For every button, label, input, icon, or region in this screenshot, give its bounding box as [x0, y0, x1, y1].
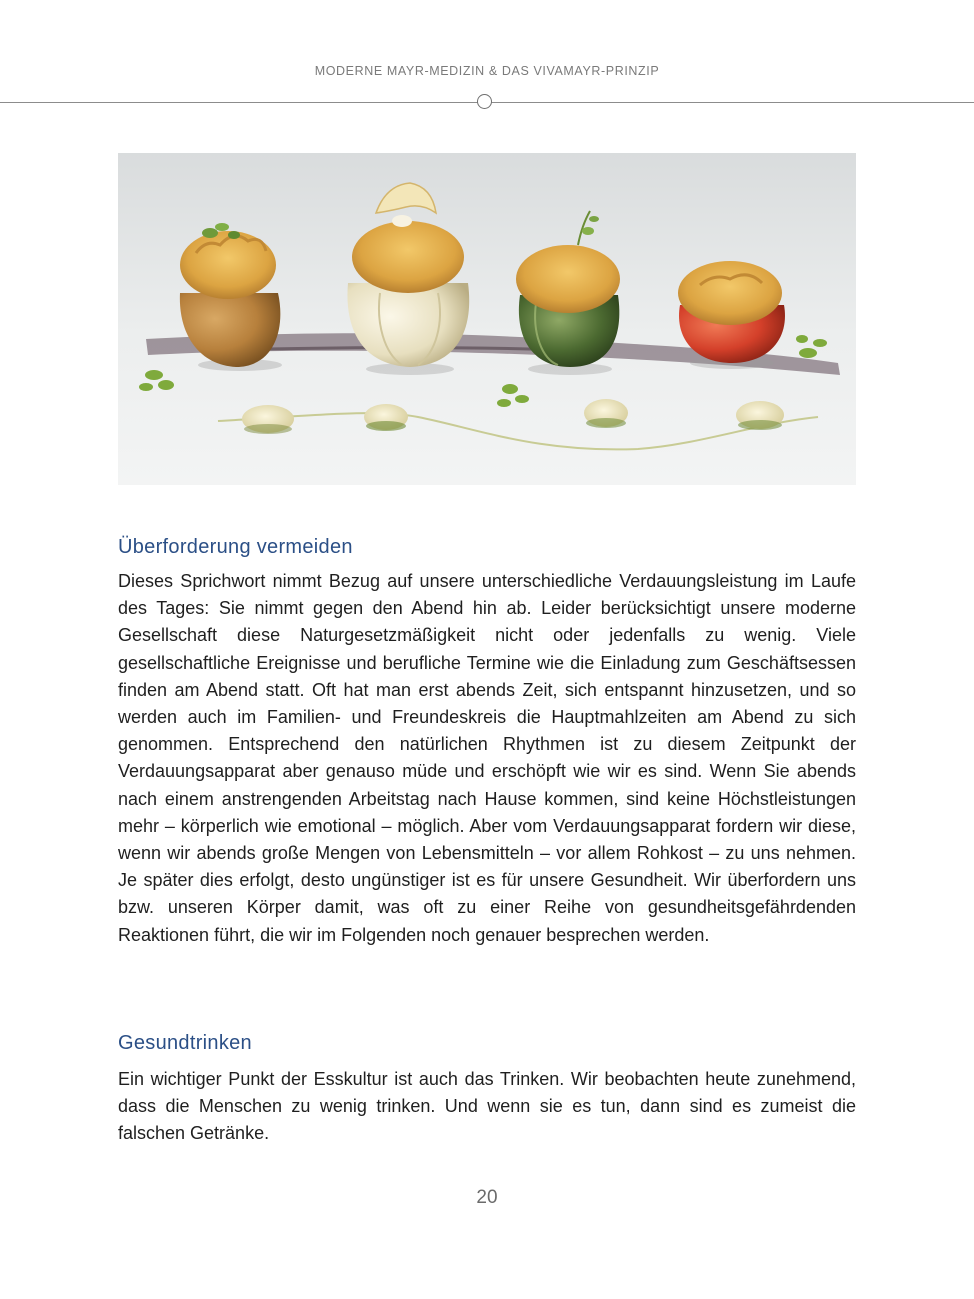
page-number: 20 — [476, 1187, 498, 1208]
food-photo — [118, 153, 856, 485]
section-heading-ueberforderung: Überforderung vermeiden — [118, 536, 353, 558]
running-header: MODERNE MAYR-MEDIZIN & DAS VIVAMAYR-PRINZIP — [314, 64, 660, 78]
section-paragraph-ueberforderung: Dieses Sprichwort nimmt Bezug auf unsere unterschiedliche Verdauungsleistung im Laufe des Tages: Sie nimmt gegen den Abend hin ab. Leider berücksichtigt unsere moderne Gesellschaft diese Naturgesetzmäßigkeit nicht oder jedenfalls zu wenig. Viele gesellschaftliche Ereignisse und berufliche Termine wie die Einladung zum Geschäftsessen finden am Abend statt. Oft hat man erst abends Zeit, sich entspannt hinzusetzen, und so werden auch im Familien- und Freundeskreis die Hauptmahlzeiten am Abend zu sich genommen. Entsprechend den natürlichen Rhythmen ist zu diesem Zeitpunkt der Verdauungsapparat aber genauso müde und erschöpft wie wir es sind. Wenn Sie abends nach einem anstrengenden Arbeitstag nach Hause kommen, sind keine Höchstleistungen mehr – körperlich wie emotional – möglich. Aber vom Verdauungsapparat fordern wir diese, wenn wir abends große Mengen von Lebensmitteln – vor allem Rohkost – zu uns nehmen. Je später dies erfolgt, desto ungünstiger ist es für unsere Gesundheit. Wir überfordern uns bzw. unseren Körper damit, was oft zu einer Reihe von gesundheitsgefährdenden Reaktionen führt, die wir im Folgenden noch genauer besprechen werden. — [118, 571, 856, 945]
header-circle-ornament — [477, 94, 492, 109]
section-heading-gesundtrinken: Gesundtrinken — [118, 1032, 252, 1054]
section-paragraph-gesundtrinken: Ein wichtiger Punkt der Esskultur ist auch das Trinken. Wir beobachten heute zunehmend, dass die Menschen zu wenig trinken. Und wenn sie es tun, dann sind es zumeist die falschen Getränke. — [118, 1069, 856, 1144]
